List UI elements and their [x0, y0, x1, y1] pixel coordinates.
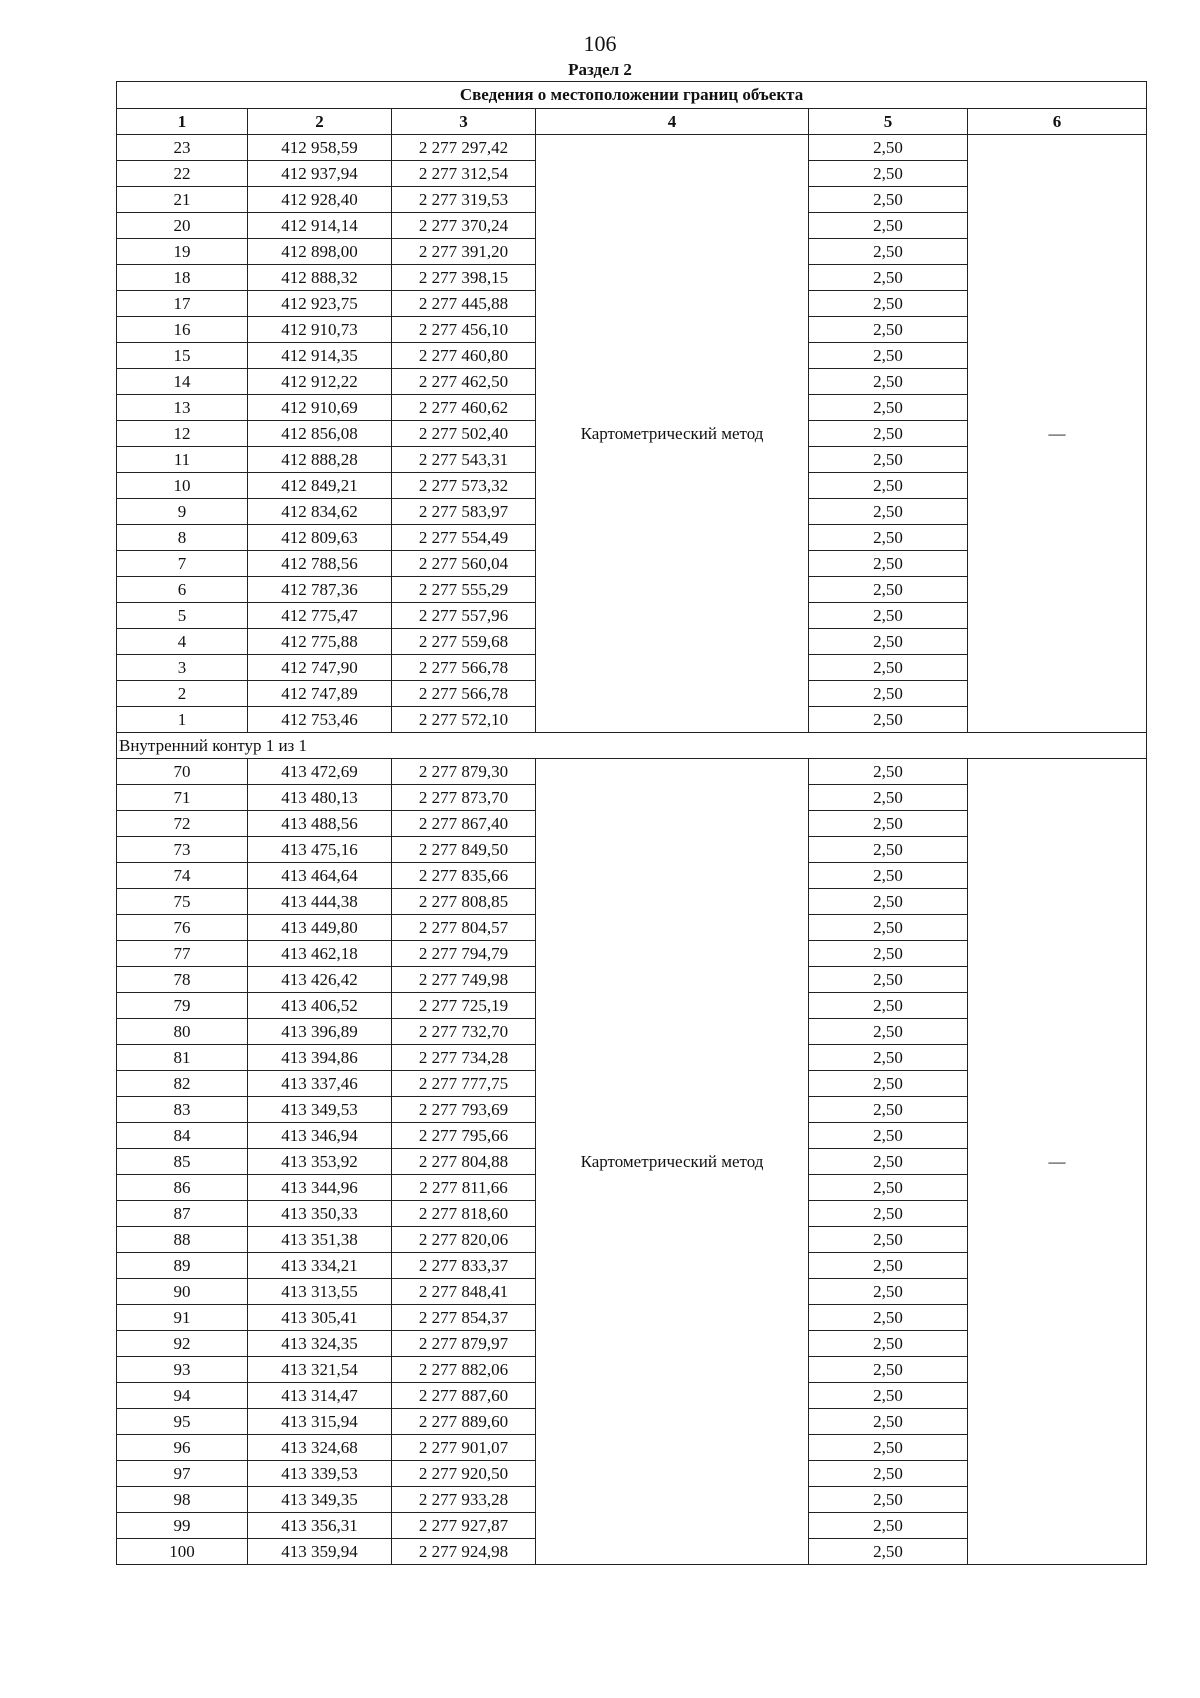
- precision-cell: 2,50: [809, 421, 968, 447]
- y-coordinate-cell: 2 277 583,97: [392, 499, 536, 525]
- x-coordinate-cell: 412 849,21: [248, 473, 392, 499]
- point-number-cell: 97: [117, 1461, 248, 1487]
- point-number-cell: 100: [117, 1539, 248, 1565]
- y-coordinate-cell: 2 277 732,70: [392, 1019, 536, 1045]
- precision-cell: 2,50: [809, 1019, 968, 1045]
- y-coordinate-cell: 2 277 879,30: [392, 759, 536, 785]
- y-coordinate-cell: 2 277 297,42: [392, 135, 536, 161]
- x-coordinate-cell: 413 344,96: [248, 1175, 392, 1201]
- y-coordinate-cell: 2 277 460,80: [392, 343, 536, 369]
- point-number-cell: 83: [117, 1097, 248, 1123]
- boundary-coordinates-table: [116, 81, 1147, 1565]
- precision-cell: 2,50: [809, 551, 968, 577]
- point-number-cell: 14: [117, 369, 248, 395]
- y-coordinate-cell: 2 277 559,68: [392, 629, 536, 655]
- precision-cell: 2,50: [809, 1123, 968, 1149]
- precision-cell: 2,50: [809, 759, 968, 785]
- precision-cell: 2,50: [809, 1539, 968, 1565]
- x-coordinate-cell: 413 356,31: [248, 1513, 392, 1539]
- x-coordinate-cell: 413 346,94: [248, 1123, 392, 1149]
- y-coordinate-cell: 2 277 820,06: [392, 1227, 536, 1253]
- y-coordinate-cell: 2 277 833,37: [392, 1253, 536, 1279]
- y-coordinate-cell: 2 277 572,10: [392, 707, 536, 733]
- point-number-cell: 92: [117, 1331, 248, 1357]
- point-number-cell: 19: [117, 239, 248, 265]
- x-coordinate-cell: 412 928,40: [248, 187, 392, 213]
- table-body: [117, 135, 1147, 1565]
- x-coordinate-cell: 412 914,14: [248, 213, 392, 239]
- x-coordinate-cell: 413 444,38: [248, 889, 392, 915]
- x-coordinate-cell: 412 753,46: [248, 707, 392, 733]
- x-coordinate-cell: 413 475,16: [248, 837, 392, 863]
- x-coordinate-cell: 412 888,32: [248, 265, 392, 291]
- x-coordinate-cell: 413 464,64: [248, 863, 392, 889]
- x-coordinate-cell: 413 462,18: [248, 941, 392, 967]
- x-coordinate-cell: 412 809,63: [248, 525, 392, 551]
- y-coordinate-cell: 2 277 566,78: [392, 655, 536, 681]
- point-number-cell: 12: [117, 421, 248, 447]
- y-coordinate-cell: 2 277 445,88: [392, 291, 536, 317]
- precision-cell: 2,50: [809, 837, 968, 863]
- precision-cell: 2,50: [809, 863, 968, 889]
- x-coordinate-cell: 413 472,69: [248, 759, 392, 785]
- y-coordinate-cell: 2 277 725,19: [392, 993, 536, 1019]
- y-coordinate-cell: 2 277 793,69: [392, 1097, 536, 1123]
- precision-cell: 2,50: [809, 1227, 968, 1253]
- y-coordinate-cell: 2 277 889,60: [392, 1409, 536, 1435]
- precision-cell: 2,50: [809, 1461, 968, 1487]
- y-coordinate-cell: 2 277 849,50: [392, 837, 536, 863]
- x-coordinate-cell: 413 359,94: [248, 1539, 392, 1565]
- point-number-cell: 76: [117, 915, 248, 941]
- precision-cell: 2,50: [809, 1435, 968, 1461]
- precision-cell: 2,50: [809, 1279, 968, 1305]
- section-title: Раздел 2: [568, 60, 632, 79]
- column-header: 1: [117, 109, 248, 135]
- point-number-cell: 17: [117, 291, 248, 317]
- precision-cell: 2,50: [809, 603, 968, 629]
- method-cell: Картометрический метод: [536, 135, 809, 733]
- point-number-cell: 22: [117, 161, 248, 187]
- point-number-cell: 94: [117, 1383, 248, 1409]
- y-coordinate-cell: 2 277 557,96: [392, 603, 536, 629]
- x-coordinate-cell: 412 910,73: [248, 317, 392, 343]
- column-header: 5: [809, 109, 968, 135]
- point-number-cell: 86: [117, 1175, 248, 1201]
- precision-cell: 2,50: [809, 317, 968, 343]
- x-coordinate-cell: 412 958,59: [248, 135, 392, 161]
- point-number-cell: 16: [117, 317, 248, 343]
- precision-cell: 2,50: [809, 889, 968, 915]
- precision-cell: 2,50: [809, 1305, 968, 1331]
- point-number-cell: 84: [117, 1123, 248, 1149]
- x-coordinate-cell: 413 351,38: [248, 1227, 392, 1253]
- y-coordinate-cell: 2 277 460,62: [392, 395, 536, 421]
- x-coordinate-cell: 412 937,94: [248, 161, 392, 187]
- point-number-cell: 78: [117, 967, 248, 993]
- precision-cell: 2,50: [809, 1409, 968, 1435]
- point-number-cell: 6: [117, 577, 248, 603]
- x-coordinate-cell: 413 314,47: [248, 1383, 392, 1409]
- x-coordinate-cell: 413 315,94: [248, 1409, 392, 1435]
- point-number-cell: 75: [117, 889, 248, 915]
- point-number-cell: 9: [117, 499, 248, 525]
- point-number-cell: 72: [117, 811, 248, 837]
- column-header: 2: [248, 109, 392, 135]
- x-coordinate-cell: 413 426,42: [248, 967, 392, 993]
- precision-cell: 2,50: [809, 681, 968, 707]
- point-number-cell: 87: [117, 1201, 248, 1227]
- precision-cell: 2,50: [809, 629, 968, 655]
- precision-cell: 2,50: [809, 1253, 968, 1279]
- x-coordinate-cell: 413 353,92: [248, 1149, 392, 1175]
- x-coordinate-cell: 412 914,35: [248, 343, 392, 369]
- point-number-cell: 88: [117, 1227, 248, 1253]
- point-number-cell: 21: [117, 187, 248, 213]
- y-coordinate-cell: 2 277 573,32: [392, 473, 536, 499]
- precision-cell: 2,50: [809, 213, 968, 239]
- precision-cell: 2,50: [809, 499, 968, 525]
- precision-cell: 2,50: [809, 1071, 968, 1097]
- point-number-cell: 95: [117, 1409, 248, 1435]
- x-coordinate-cell: 413 480,13: [248, 785, 392, 811]
- y-coordinate-cell: 2 277 804,57: [392, 915, 536, 941]
- point-number-cell: 82: [117, 1071, 248, 1097]
- point-number-cell: 4: [117, 629, 248, 655]
- table-header-row: [117, 109, 1147, 135]
- precision-cell: 2,50: [809, 291, 968, 317]
- precision-cell: 2,50: [809, 369, 968, 395]
- point-number-cell: 18: [117, 265, 248, 291]
- y-coordinate-cell: 2 277 312,54: [392, 161, 536, 187]
- point-number-cell: 96: [117, 1435, 248, 1461]
- precision-cell: 2,50: [809, 187, 968, 213]
- point-number-cell: 5: [117, 603, 248, 629]
- table-row: [117, 759, 1147, 785]
- y-coordinate-cell: 2 277 749,98: [392, 967, 536, 993]
- x-coordinate-cell: 413 349,53: [248, 1097, 392, 1123]
- point-number-cell: 7: [117, 551, 248, 577]
- point-number-cell: 99: [117, 1513, 248, 1539]
- x-coordinate-cell: 412 888,28: [248, 447, 392, 473]
- y-coordinate-cell: 2 277 933,28: [392, 1487, 536, 1513]
- x-coordinate-cell: 413 406,52: [248, 993, 392, 1019]
- x-coordinate-cell: 413 488,56: [248, 811, 392, 837]
- y-coordinate-cell: 2 277 560,04: [392, 551, 536, 577]
- y-coordinate-cell: 2 277 854,37: [392, 1305, 536, 1331]
- point-number-cell: 20: [117, 213, 248, 239]
- method-cell: Картометрический метод: [536, 759, 809, 1565]
- y-coordinate-cell: 2 277 555,29: [392, 577, 536, 603]
- precision-cell: 2,50: [809, 395, 968, 421]
- precision-cell: 2,50: [809, 239, 968, 265]
- point-number-cell: 79: [117, 993, 248, 1019]
- precision-cell: 2,50: [809, 1201, 968, 1227]
- y-coordinate-cell: 2 277 808,85: [392, 889, 536, 915]
- y-coordinate-cell: 2 277 804,88: [392, 1149, 536, 1175]
- point-number-cell: 93: [117, 1357, 248, 1383]
- precision-cell: 2,50: [809, 135, 968, 161]
- y-coordinate-cell: 2 277 882,06: [392, 1357, 536, 1383]
- x-coordinate-cell: 413 334,21: [248, 1253, 392, 1279]
- table-caption: Сведения о местоположении границ объекта: [117, 82, 1147, 109]
- x-coordinate-cell: 413 349,35: [248, 1487, 392, 1513]
- point-number-cell: 73: [117, 837, 248, 863]
- point-number-cell: 80: [117, 1019, 248, 1045]
- y-coordinate-cell: 2 277 734,28: [392, 1045, 536, 1071]
- x-coordinate-cell: 412 834,62: [248, 499, 392, 525]
- description-cell: —: [968, 135, 1147, 733]
- precision-cell: 2,50: [809, 1513, 968, 1539]
- x-coordinate-cell: 412 775,47: [248, 603, 392, 629]
- y-coordinate-cell: 2 277 873,70: [392, 785, 536, 811]
- table-row: [117, 135, 1147, 161]
- precision-cell: 2,50: [809, 993, 968, 1019]
- table-caption-row: [117, 82, 1147, 109]
- x-coordinate-cell: 412 747,89: [248, 681, 392, 707]
- precision-cell: 2,50: [809, 577, 968, 603]
- y-coordinate-cell: 2 277 879,97: [392, 1331, 536, 1357]
- y-coordinate-cell: 2 277 456,10: [392, 317, 536, 343]
- precision-cell: 2,50: [809, 1357, 968, 1383]
- y-coordinate-cell: 2 277 370,24: [392, 213, 536, 239]
- point-number-cell: 81: [117, 1045, 248, 1071]
- x-coordinate-cell: 413 339,53: [248, 1461, 392, 1487]
- y-coordinate-cell: 2 277 867,40: [392, 811, 536, 837]
- point-number-cell: 11: [117, 447, 248, 473]
- y-coordinate-cell: 2 277 462,50: [392, 369, 536, 395]
- y-coordinate-cell: 2 277 795,66: [392, 1123, 536, 1149]
- y-coordinate-cell: 2 277 848,41: [392, 1279, 536, 1305]
- y-coordinate-cell: 2 277 920,50: [392, 1461, 536, 1487]
- y-coordinate-cell: 2 277 319,53: [392, 187, 536, 213]
- precision-cell: 2,50: [809, 655, 968, 681]
- point-number-cell: 2: [117, 681, 248, 707]
- y-coordinate-cell: 2 277 502,40: [392, 421, 536, 447]
- point-number-cell: 23: [117, 135, 248, 161]
- precision-cell: 2,50: [809, 967, 968, 993]
- precision-cell: 2,50: [809, 941, 968, 967]
- column-header: 4: [536, 109, 809, 135]
- x-coordinate-cell: 413 324,35: [248, 1331, 392, 1357]
- point-number-cell: 13: [117, 395, 248, 421]
- point-number-cell: 77: [117, 941, 248, 967]
- y-coordinate-cell: 2 277 924,98: [392, 1539, 536, 1565]
- precision-cell: 2,50: [809, 707, 968, 733]
- point-number-cell: 90: [117, 1279, 248, 1305]
- y-coordinate-cell: 2 277 554,49: [392, 525, 536, 551]
- y-coordinate-cell: 2 277 811,66: [392, 1175, 536, 1201]
- precision-cell: 2,50: [809, 1175, 968, 1201]
- point-number-cell: 91: [117, 1305, 248, 1331]
- precision-cell: 2,50: [809, 811, 968, 837]
- precision-cell: 2,50: [809, 1149, 968, 1175]
- contour-label-row: [117, 733, 1147, 759]
- x-coordinate-cell: 412 787,36: [248, 577, 392, 603]
- x-coordinate-cell: 413 396,89: [248, 1019, 392, 1045]
- page-number: 106: [583, 31, 617, 56]
- y-coordinate-cell: 2 277 398,15: [392, 265, 536, 291]
- precision-cell: 2,50: [809, 785, 968, 811]
- y-coordinate-cell: 2 277 566,78: [392, 681, 536, 707]
- x-coordinate-cell: 412 856,08: [248, 421, 392, 447]
- precision-cell: 2,50: [809, 161, 968, 187]
- y-coordinate-cell: 2 277 391,20: [392, 239, 536, 265]
- contour-label: Внутренний контур 1 из 1: [117, 733, 1147, 759]
- x-coordinate-cell: 412 788,56: [248, 551, 392, 577]
- x-coordinate-cell: 413 394,86: [248, 1045, 392, 1071]
- x-coordinate-cell: 413 324,68: [248, 1435, 392, 1461]
- precision-cell: 2,50: [809, 525, 968, 551]
- x-coordinate-cell: 412 775,88: [248, 629, 392, 655]
- y-coordinate-cell: 2 277 818,60: [392, 1201, 536, 1227]
- point-number-cell: 15: [117, 343, 248, 369]
- point-number-cell: 3: [117, 655, 248, 681]
- point-number-cell: 89: [117, 1253, 248, 1279]
- precision-cell: 2,50: [809, 1487, 968, 1513]
- y-coordinate-cell: 2 277 835,66: [392, 863, 536, 889]
- column-header: 3: [392, 109, 536, 135]
- x-coordinate-cell: 413 350,33: [248, 1201, 392, 1227]
- point-number-cell: 10: [117, 473, 248, 499]
- precision-cell: 2,50: [809, 343, 968, 369]
- point-number-cell: 70: [117, 759, 248, 785]
- precision-cell: 2,50: [809, 915, 968, 941]
- y-coordinate-cell: 2 277 901,07: [392, 1435, 536, 1461]
- x-coordinate-cell: 413 449,80: [248, 915, 392, 941]
- x-coordinate-cell: 413 321,54: [248, 1357, 392, 1383]
- y-coordinate-cell: 2 277 543,31: [392, 447, 536, 473]
- point-number-cell: 85: [117, 1149, 248, 1175]
- point-number-cell: 8: [117, 525, 248, 551]
- y-coordinate-cell: 2 277 794,79: [392, 941, 536, 967]
- precision-cell: 2,50: [809, 1331, 968, 1357]
- description-cell: —: [968, 759, 1147, 1565]
- x-coordinate-cell: 413 313,55: [248, 1279, 392, 1305]
- y-coordinate-cell: 2 277 927,87: [392, 1513, 536, 1539]
- precision-cell: 2,50: [809, 1097, 968, 1123]
- precision-cell: 2,50: [809, 473, 968, 499]
- x-coordinate-cell: 412 898,00: [248, 239, 392, 265]
- x-coordinate-cell: 413 305,41: [248, 1305, 392, 1331]
- x-coordinate-cell: 413 337,46: [248, 1071, 392, 1097]
- point-number-cell: 74: [117, 863, 248, 889]
- precision-cell: 2,50: [809, 265, 968, 291]
- x-coordinate-cell: 412 912,22: [248, 369, 392, 395]
- y-coordinate-cell: 2 277 777,75: [392, 1071, 536, 1097]
- precision-cell: 2,50: [809, 1045, 968, 1071]
- x-coordinate-cell: 412 747,90: [248, 655, 392, 681]
- x-coordinate-cell: 412 910,69: [248, 395, 392, 421]
- precision-cell: 2,50: [809, 1383, 968, 1409]
- point-number-cell: 71: [117, 785, 248, 811]
- y-coordinate-cell: 2 277 887,60: [392, 1383, 536, 1409]
- point-number-cell: 98: [117, 1487, 248, 1513]
- x-coordinate-cell: 412 923,75: [248, 291, 392, 317]
- precision-cell: 2,50: [809, 447, 968, 473]
- point-number-cell: 1: [117, 707, 248, 733]
- column-header: 6: [968, 109, 1147, 135]
